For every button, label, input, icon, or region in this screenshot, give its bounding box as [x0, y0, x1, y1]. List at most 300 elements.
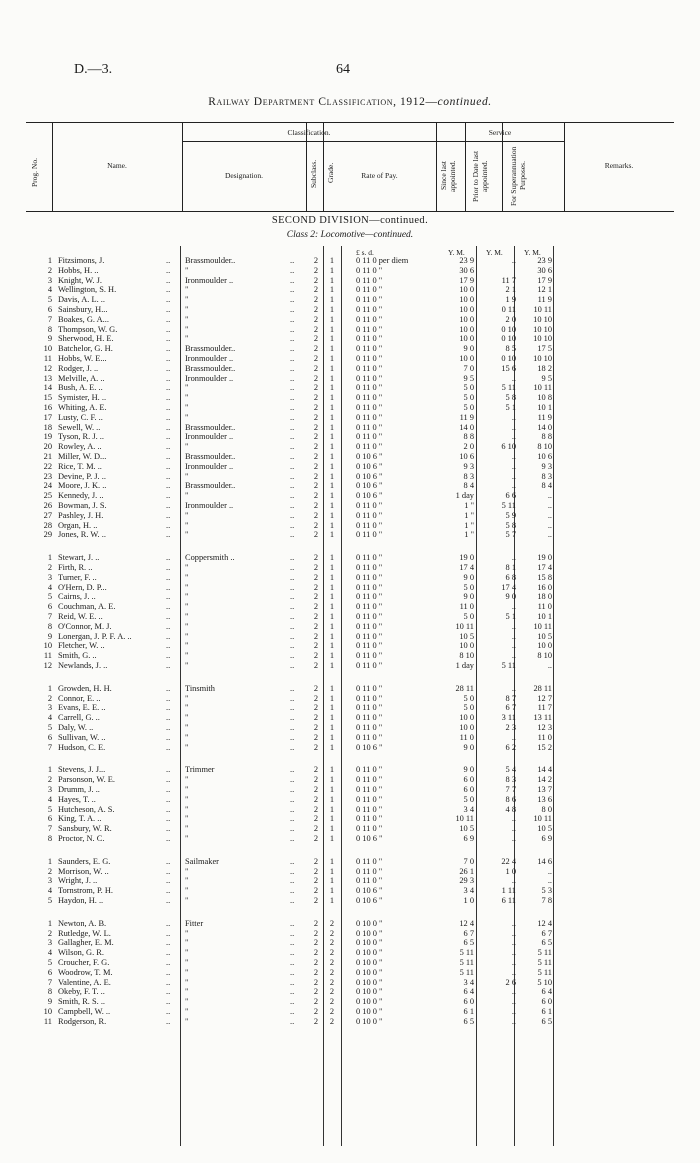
designation: ": [185, 876, 189, 886]
employee-name: Hudson, C. E.: [58, 742, 106, 752]
service-prior: 5 1: [505, 403, 516, 412]
leader-dots: ..: [290, 651, 295, 661]
subclass: 2: [313, 703, 319, 713]
row-number: 4: [47, 886, 52, 896]
rate-of-pay: 0 11 0 ": [356, 442, 383, 452]
designation: ": [185, 661, 189, 670]
service-since-last: 1 ": [464, 520, 474, 530]
row-number: 5: [47, 804, 52, 814]
table-row: [0, 896, 700, 906]
employee-name: Melville, A. ..: [58, 373, 105, 383]
leader-dots: ..: [290, 373, 295, 383]
subclass: 2: [313, 641, 319, 651]
subclass: 2: [313, 876, 319, 886]
subclass: 2: [313, 314, 319, 324]
table-row: [0, 295, 700, 305]
grade: 1: [329, 452, 335, 461]
service-superannuation: ..: [547, 530, 552, 540]
rate-of-pay: 0 10 0 ": [356, 928, 383, 938]
service-since-last: 10 0: [459, 305, 474, 314]
designation: ": [185, 592, 189, 602]
table-row: [0, 684, 700, 694]
row-number: 28: [43, 520, 52, 530]
designation: Fitter: [185, 918, 204, 928]
rate-of-pay: 0 11 0 ": [356, 765, 383, 775]
designation: Ironmoulder ..: [185, 461, 234, 471]
subclass: 2: [313, 1007, 319, 1016]
leader-dots: ..: [166, 742, 171, 752]
service-prior: ..: [511, 918, 516, 928]
table-row: [0, 344, 700, 354]
leader-dots: ..: [166, 794, 171, 804]
grade: 1: [329, 876, 335, 886]
grade: 1: [329, 592, 335, 602]
table-row: [0, 491, 700, 501]
row-number: 9: [47, 997, 52, 1007]
grade: 1: [329, 612, 335, 621]
designation: Brassmoulder..: [185, 363, 236, 373]
service-since-last: 6 9: [463, 834, 474, 843]
rate-of-pay: 0 11 0 ": [356, 530, 383, 540]
table-row: [0, 651, 700, 661]
leader-dots: ..: [290, 403, 295, 412]
leader-dots: ..: [166, 938, 171, 948]
rate-of-pay: 0 11 0 ": [356, 775, 383, 785]
leader-dots: ..: [166, 481, 171, 491]
employee-name: Tornstrom, P. H.: [58, 886, 114, 896]
leader-dots: ..: [166, 987, 171, 997]
service-superannuation: 15 2: [537, 742, 552, 752]
rate-of-pay: 0 11 0 ": [356, 295, 383, 305]
leader-dots: ..: [166, 661, 171, 670]
subclass: 2: [313, 501, 319, 510]
service-superannuation: ..: [547, 491, 552, 501]
designation: ": [185, 928, 189, 938]
leader-dots: ..: [166, 383, 171, 393]
service-since-last: 28 11: [455, 683, 474, 693]
service-superannuation: ..: [547, 520, 552, 530]
leader-dots: ..: [166, 461, 171, 471]
table-row: [0, 530, 700, 540]
header-subclass: Subclass.: [309, 159, 318, 189]
leader-dots: ..: [290, 742, 295, 752]
service-superannuation: 6 0: [541, 997, 552, 1007]
service-prior: 8 6: [505, 794, 516, 804]
grade: 1: [329, 363, 335, 373]
grade: 2: [329, 1016, 335, 1026]
employee-name: Thompson, W. G.: [58, 324, 118, 334]
service-superannuation: 6 9: [541, 834, 552, 843]
subclass: 2: [313, 987, 319, 997]
subclass: 2: [313, 344, 319, 354]
leader-dots: ..: [290, 592, 295, 602]
header-remarks: Remarks.: [604, 161, 634, 170]
grade: 1: [329, 651, 335, 661]
service-prior: ..: [511, 471, 516, 481]
service-superannuation: 10 6: [537, 452, 552, 461]
leader-dots: ..: [290, 713, 295, 723]
service-superannuation: 11 0: [537, 602, 552, 612]
service-superannuation: 14 4: [537, 765, 552, 775]
table-row: [0, 511, 700, 521]
service-prior: 8 7: [505, 693, 516, 703]
table-row: [0, 723, 700, 733]
table-row: [0, 256, 700, 266]
grade: 2: [329, 967, 335, 977]
leader-dots: ..: [290, 383, 295, 393]
service-superannuation: 14 0: [537, 422, 552, 432]
table-row: [0, 805, 700, 815]
table-row: [0, 1017, 700, 1027]
leader-dots: ..: [290, 305, 295, 314]
service-since-last: 11 9: [459, 412, 474, 422]
leader-dots: ..: [290, 344, 295, 354]
row-number: 5: [47, 295, 52, 305]
rate-of-pay: 0 10 0 ": [356, 1016, 383, 1026]
leader-dots: ..: [166, 683, 171, 693]
leader-dots: ..: [290, 412, 295, 422]
service-prior: 1 0: [505, 866, 516, 876]
service-superannuation: 8 10: [537, 442, 552, 452]
designation: ": [185, 510, 189, 520]
leader-dots: ..: [290, 563, 295, 572]
employee-name: Valentine, A. E.: [58, 977, 111, 987]
table-row: [0, 632, 700, 642]
service-superannuation: 6 5: [541, 938, 552, 948]
service-since-last: 14 0: [459, 422, 474, 432]
leader-dots: ..: [290, 553, 295, 563]
row-number: 11: [43, 354, 52, 363]
grade: 1: [329, 295, 335, 305]
table-row: [0, 285, 700, 295]
leader-dots: ..: [166, 275, 171, 285]
leader-dots: ..: [290, 732, 295, 742]
table-row: [0, 857, 700, 867]
subclass: 2: [313, 432, 319, 442]
employee-name: Rowley, A. ..: [58, 442, 102, 452]
rate-of-pay: 0 11 0 ": [356, 403, 383, 412]
designation: Brassmoulder..: [185, 481, 236, 491]
grade: 1: [329, 530, 335, 540]
table-row: [0, 266, 700, 276]
service-since-last: 9 0: [463, 572, 474, 582]
table-row: [0, 403, 700, 413]
service-superannuation: 10 5: [537, 824, 552, 834]
rate-of-pay: 0 10 0 ": [356, 938, 383, 948]
leader-dots: ..: [166, 530, 171, 540]
leader-dots: ..: [290, 481, 295, 491]
employee-name: Smith, G. ..: [58, 651, 97, 661]
table-row: [0, 886, 700, 896]
table-header: [26, 122, 674, 212]
service-superannuation: 11 9: [537, 412, 552, 422]
table-row: [0, 978, 700, 988]
designation: ": [185, 520, 189, 530]
leader-dots: ..: [290, 876, 295, 886]
designation: Ironmoulder ..: [185, 275, 234, 285]
service-superannuation: 10 10: [533, 354, 552, 363]
table-row: [0, 876, 700, 886]
service-prior: 22 4: [501, 856, 516, 866]
leader-dots: ..: [166, 641, 171, 651]
rate-of-pay: 0 11 0 ": [356, 363, 383, 373]
rate-of-pay: 0 11 0 ": [356, 612, 383, 621]
table-row: [0, 602, 700, 612]
rate-of-pay: 0 10 6 ": [356, 742, 383, 752]
rate-of-pay: 0 11 0 ": [356, 723, 383, 732]
service-since-last: 8 3: [463, 471, 474, 481]
table-row: [0, 553, 700, 563]
service-since-last: 3 4: [463, 977, 474, 987]
super-units: Y. M.: [524, 248, 541, 257]
service-prior: ..: [511, 461, 516, 471]
service-since-last: 6 0: [463, 997, 474, 1007]
employee-name: Proctor, N. C.: [58, 834, 105, 843]
leader-dots: ..: [166, 958, 171, 967]
table-row: [0, 573, 700, 583]
leader-dots: ..: [290, 256, 295, 265]
row-number: 4: [47, 948, 52, 958]
grade: 1: [329, 713, 335, 723]
table-row: [0, 795, 700, 805]
leader-dots: ..: [166, 621, 171, 631]
designation: ": [185, 713, 189, 723]
leader-dots: ..: [290, 928, 295, 938]
leader-dots: ..: [290, 602, 295, 612]
header-superannuation: For Superannuation Purposes.: [509, 146, 527, 206]
leader-dots: ..: [166, 804, 171, 814]
service-prior: 6 6: [505, 491, 516, 501]
service-since-last: 10 0: [459, 354, 474, 363]
leader-dots: ..: [290, 442, 295, 452]
service-prior: ..: [511, 641, 516, 651]
leader-dots: ..: [166, 563, 171, 572]
service-superannuation: 11 7: [537, 703, 552, 713]
subclass: 2: [313, 1016, 319, 1026]
grade: 1: [329, 314, 335, 324]
employee-name: Hutcheson, A. S.: [58, 804, 115, 814]
rate-of-pay: 0 10 6 ": [356, 834, 383, 843]
grade: 1: [329, 785, 335, 794]
leader-dots: ..: [166, 363, 171, 373]
leader-dots: ..: [166, 491, 171, 501]
service-since-last: 10 0: [459, 295, 474, 305]
leader-dots: ..: [290, 683, 295, 693]
grade: 1: [329, 804, 335, 814]
rate-of-pay: 0 10 6 ": [356, 886, 383, 896]
service-superannuation: 6 7: [541, 928, 552, 938]
row-number: 4: [47, 713, 52, 723]
service-prior: ..: [511, 824, 516, 834]
leader-dots: ..: [166, 285, 171, 295]
grade: 2: [329, 1007, 335, 1016]
grade: 1: [329, 403, 335, 412]
subclass: 2: [313, 275, 319, 285]
grade: 1: [329, 510, 335, 520]
row-number: 21: [43, 452, 52, 461]
employee-name: Hobbs, W. E...: [58, 354, 107, 363]
service-since-last: 6 0: [463, 785, 474, 794]
service-superannuation: 11 9: [537, 295, 552, 305]
service-prior: 2 6: [505, 977, 516, 987]
leader-dots: ..: [290, 834, 295, 843]
service-superannuation: 5 3: [541, 886, 552, 896]
subclass: 2: [313, 412, 319, 422]
employee-name: Rodger, J. ..: [58, 363, 99, 373]
employee-name: Wright, J. ..: [58, 876, 98, 886]
subclass: 2: [313, 918, 319, 928]
leader-dots: ..: [290, 896, 295, 905]
service-since-last: 9 3: [463, 461, 474, 471]
employee-name: Devine, P. J. ..: [58, 471, 106, 481]
table-row: [0, 501, 700, 511]
subclass: 2: [313, 742, 319, 752]
service-prior: 6 7: [505, 703, 516, 713]
rate-of-pay: 0 10 0 ": [356, 997, 383, 1007]
row-number: 22: [43, 461, 52, 471]
grade: 1: [329, 285, 335, 295]
leader-dots: ..: [290, 886, 295, 896]
designation: ": [185, 866, 189, 876]
leader-dots: ..: [166, 314, 171, 324]
subclass: 2: [313, 866, 319, 876]
service-prior: 7 7: [505, 785, 516, 794]
table-row: [0, 938, 700, 948]
row-number: 6: [47, 305, 52, 314]
designation: Ironmoulder ..: [185, 354, 234, 363]
subclass: 2: [313, 520, 319, 530]
table-row: [0, 583, 700, 593]
leader-dots: ..: [290, 461, 295, 471]
subclass: 2: [313, 553, 319, 563]
employee-name: Fletcher, W. ..: [58, 641, 105, 651]
designation: ": [185, 775, 189, 785]
rate-of-pay: 0 11 0 ": [356, 324, 383, 334]
rate-of-pay: 0 11 0 ": [356, 856, 383, 866]
rate-of-pay: 0 11 0 ": [356, 732, 383, 742]
leader-dots: ..: [166, 393, 171, 403]
subclass: 2: [313, 510, 319, 520]
row-number: 19: [43, 432, 52, 442]
service-superannuation: 10 1: [537, 612, 552, 621]
employee-name: Okeby, F. T. ..: [58, 987, 105, 997]
grade: 1: [329, 703, 335, 713]
grade: 1: [329, 334, 335, 344]
service-since-last: 6 1: [463, 1007, 474, 1016]
row-number: 6: [47, 814, 52, 824]
service-superannuation: 8 10: [537, 651, 552, 661]
leader-dots: ..: [166, 553, 171, 563]
subclass: 2: [313, 967, 319, 977]
grade: 1: [329, 373, 335, 383]
table-row: [0, 393, 700, 403]
service-since-last: 9 0: [463, 592, 474, 602]
table-row: [0, 814, 700, 824]
designation: ": [185, 967, 189, 977]
table-row: [0, 987, 700, 997]
subclass: 2: [313, 295, 319, 305]
service-superannuation: 10 1: [537, 403, 552, 412]
service-since-last: 3 4: [463, 886, 474, 896]
subclass: 2: [313, 948, 319, 958]
service-superannuation: 5 10: [537, 977, 552, 987]
service-since-last: 10 0: [459, 314, 474, 324]
subclass: 2: [313, 582, 319, 592]
subclass: 2: [313, 977, 319, 987]
designation: ": [185, 305, 189, 314]
service-superannuation: 13 6: [537, 794, 552, 804]
leader-dots: ..: [290, 432, 295, 442]
employee-name: Sewell, W. ..: [58, 422, 101, 432]
table-row: [0, 948, 700, 958]
leader-dots: ..: [166, 412, 171, 422]
employee-name: Couchman, A. E.: [58, 602, 116, 612]
designation: ": [185, 732, 189, 742]
service-since-last: 5 0: [463, 383, 474, 393]
leader-dots: ..: [166, 977, 171, 987]
service-since-last: 10 11: [455, 814, 474, 824]
table-row: [0, 785, 700, 795]
grade: 1: [329, 265, 335, 275]
service-superannuation: ..: [547, 510, 552, 520]
service-superannuation: 14 2: [537, 775, 552, 785]
service-prior: 2 0: [505, 314, 516, 324]
employee-name: Whiting, A. E.: [58, 403, 107, 412]
service-since-last: 30 6: [459, 265, 474, 275]
row-number: 12: [43, 363, 52, 373]
rate-of-pay: 0 11 0 ": [356, 651, 383, 661]
designation: ": [185, 602, 189, 612]
grade: 2: [329, 977, 335, 987]
service-since-last: 1 ": [464, 501, 474, 510]
subclass: 2: [313, 814, 319, 824]
subclass: 2: [313, 683, 319, 693]
table-row: [0, 442, 700, 452]
employee-name: Moore, J. K. ..: [58, 481, 107, 491]
leader-dots: ..: [290, 1007, 295, 1016]
subclass: 2: [313, 334, 319, 344]
leader-dots: ..: [290, 775, 295, 785]
service-prior: ..: [511, 732, 516, 742]
grade: 1: [329, 856, 335, 866]
designation: ": [185, 723, 189, 732]
designation: ": [185, 948, 189, 958]
rate-of-pay: 0 11 0 ": [356, 563, 383, 572]
leader-dots: ..: [290, 918, 295, 928]
service-prior: 2 3: [505, 723, 516, 732]
rate-of-pay: 0 11 0 ": [356, 804, 383, 814]
employee-name: Miller, W. D...: [58, 452, 107, 461]
grade: 1: [329, 661, 335, 670]
subclass: 2: [313, 452, 319, 461]
designation: Brassmoulder..: [185, 256, 236, 265]
rate-of-pay: 0 11 0 ": [356, 422, 383, 432]
row-number: 1: [47, 856, 52, 866]
employee-name: Growden, H. H.: [58, 683, 112, 693]
row-number: 7: [47, 314, 52, 324]
subclass: 2: [313, 324, 319, 334]
service-since-last: 5 0: [463, 393, 474, 403]
service-prior: 5 4: [505, 765, 516, 775]
grade: 2: [329, 987, 335, 997]
subclass: 2: [313, 530, 319, 540]
page-reference: D.—3.: [74, 62, 113, 77]
leader-dots: ..: [290, 977, 295, 987]
service-superannuation: ..: [547, 866, 552, 876]
leader-dots: ..: [290, 393, 295, 403]
service-prior: ..: [511, 602, 516, 612]
service-prior: 0 10: [501, 324, 516, 334]
